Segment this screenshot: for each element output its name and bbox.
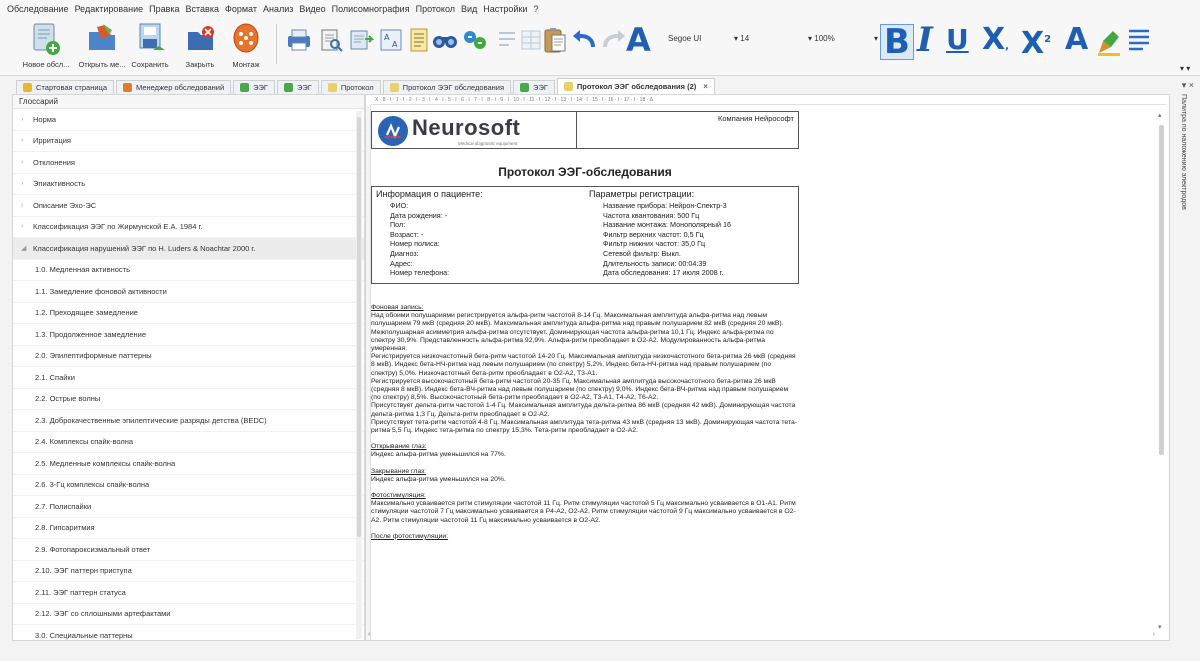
section-heading: Фотостимуляция: — [371, 492, 426, 500]
glossary-subitem[interactable] — [13, 410, 364, 432]
menu-item-editing[interactable]: Редактирование — [74, 4, 144, 14]
glossary-subitem[interactable] — [13, 475, 364, 497]
glossary-subitem-label: 1.0. Медленная активность — [35, 265, 131, 275]
param-field: Название прибора: Нейрон-Спектр-3 — [603, 201, 727, 210]
glossary-item-expanded[interactable] — [13, 238, 364, 260]
document-tab-bar — [0, 78, 1200, 94]
company-name: Компания Нейрософт — [718, 114, 794, 123]
tab-eeg-3[interactable] — [513, 80, 555, 94]
zoom-select[interactable]: ▾ 100% — [808, 34, 835, 43]
menu-item-settings[interactable]: Настройки — [483, 4, 528, 14]
glossary-subitem-label: 1.1. Замедление фоновой активности — [35, 286, 167, 296]
menu-item-video[interactable]: Видео — [299, 4, 326, 14]
logo-text: Neurosoft — [412, 115, 521, 140]
section-paragraph: Максимально усваивается ритм стимуляции частотой 11 Гц. Ритм стимуляции частотой 5 Гц максимально усваивается в O1-A1. Ритм стимуляции частотой 7 Гц максимально усваивается в P4-A2, O2-A2. Ритм стимуляции частотой 9 Гц максимально усваивается в O2-A2. Ритм стимуляции частотой 11 Гц максимально усваивается в O2-A2. — [371, 500, 796, 524]
section-heading: Закрывание глаз: — [371, 467, 427, 475]
glossary-subitem-label: 2.2. Острые волны — [35, 394, 101, 404]
glossary-item[interactable] — [13, 131, 364, 153]
patient-field: Номер телефона: — [390, 268, 450, 278]
glossary-subitem[interactable] — [13, 324, 364, 346]
tab-exam-manager-label: Менеджер обследований — [136, 83, 225, 92]
tab-menu-icon[interactable]: ▾ × — [1181, 80, 1194, 90]
tab-eeg-1[interactable] — [233, 80, 275, 94]
font-size-select[interactable]: ▾ 14 — [734, 34, 750, 43]
expand-arrow-icon[interactable]: › — [21, 137, 24, 145]
glossary-item-label: Эпиактивность — [33, 179, 86, 189]
section-heading: После фотостимуляции: — [371, 532, 449, 540]
glossary-subitem[interactable] — [13, 281, 364, 303]
glossary-subitem-label: 1.3. Продолженное замедление — [35, 329, 147, 339]
menu-item-polysomnography[interactable]: Полисомнография — [331, 4, 410, 14]
param-field: Фильтр верхних частот: 0,5 Гц — [603, 229, 704, 239]
ribbon-toolbar — [0, 18, 1200, 76]
neurosoft-logo-icon — [378, 116, 408, 146]
glossary-subitem[interactable] — [13, 496, 364, 518]
glossary-item-label: Норма — [33, 114, 57, 124]
scroll-up-icon[interactable]: ▴ — [1158, 112, 1162, 119]
glossary-subitem[interactable] — [13, 389, 364, 411]
print-preview-icon[interactable] — [316, 25, 346, 55]
section-paragraph: Присутствует тета-ритм частотой 4-8 Гц. Максимальная амплитуда тета-ритма 43 мкВ (средняя 13 мкВ). Доминирующая частота тета-ритма 5,5 Гц. Индекс тета-ритма по спектру 15,3%. Тета-ритм преобладает в O2-A2. — [371, 418, 798, 435]
patient-field: Номер полиса: — [390, 239, 440, 249]
tab-start-page[interactable] — [16, 80, 114, 94]
new-exam-label: Новое обсл... — [22, 60, 70, 69]
protocol-document-area — [365, 94, 1170, 641]
patient-info — [372, 187, 585, 283]
glossary-subitem-label: 2.8. Гипсаритмия — [35, 523, 95, 533]
side-panel-label: Палитра по наложению электродов — [1180, 94, 1187, 210]
expand-arrow-icon[interactable]: › — [21, 158, 24, 166]
scroll-right-icon[interactable]: › — [1152, 631, 1155, 638]
glossary-subitem[interactable] — [13, 604, 364, 626]
param-field: Фильтр нижних частот: 35,0 Гц — [603, 239, 706, 249]
undo-icon[interactable] — [570, 25, 600, 55]
document-title: Протокол ЭЭГ-обследования — [498, 165, 672, 179]
italic-icon[interactable]: I — [917, 20, 933, 60]
param-field: Длительность записи: 00:04:39 — [603, 258, 707, 268]
glossary-subitem-label: 2.11. ЭЭГ паттерн статуса — [35, 587, 126, 597]
param-field: Частота квантования: 500 Гц — [603, 210, 700, 220]
tab-exam-manager[interactable] — [116, 80, 231, 94]
tab-eeg-2[interactable] — [277, 80, 319, 94]
glossary-subitem[interactable] — [13, 582, 364, 604]
scroll-down-icon[interactable]: ▾ — [1158, 624, 1162, 631]
section-heading: Открывание глаз: — [371, 443, 427, 451]
eeg-icon — [284, 83, 293, 92]
logo-cell — [372, 112, 577, 148]
status-bar — [0, 643, 1200, 661]
align-icon[interactable] — [1124, 26, 1154, 56]
save-icon — [131, 20, 169, 58]
glossary-scrollbar[interactable] — [356, 111, 362, 639]
glossary-subitem[interactable] — [13, 432, 364, 454]
registration-params-header: Параметры регистрации: — [589, 189, 695, 199]
param-field: Дата обследования: 17 июля 2008 г. — [603, 268, 724, 278]
glossary-subitem-label: 2.12. ЭЭГ со сплошными артефактами — [35, 609, 171, 619]
logo-subtitle: Medical diagnostic equipment — [458, 141, 518, 146]
font-name-select[interactable]: Segoe UI — [668, 34, 702, 43]
exam-manager-icon — [123, 83, 132, 92]
glossary-item[interactable] — [13, 152, 364, 174]
section-paragraph: Регистрируется низкочастотный бета-ритм частотой 14-20 Гц. Максимальная амплитуда низкочастотного бета-ритма 26 мкВ (средняя 8 мкВ). Индекс бета-НЧ-ритма над левым полушарием (по спектру) 5,2%. Индекс бета-НЧ-ритма над правым полушарием (по спектру) 5,0%. Низкочастотный бета-ритм преобладает в O2-A2, T3-A1. — [371, 353, 796, 377]
protocol-body[interactable] — [371, 304, 799, 541]
info-table — [371, 186, 799, 284]
menu-item-analysis[interactable]: Анализ — [262, 4, 294, 14]
glossary-subitem-label: 2.10. ЭЭГ паттерн приступа — [35, 566, 132, 576]
tab-start-page-label: Стартовая страница — [36, 83, 108, 92]
section-paragraph: Индекс альфа-ритма уменьшился на 20%. — [371, 475, 506, 483]
document-scrollbar[interactable] — [1157, 111, 1165, 631]
section-paragraph: Индекс альфа-ритма уменьшился на 77%. — [371, 451, 506, 459]
menu-item-protocol[interactable]: Протокол — [415, 4, 455, 14]
new-exam-icon — [27, 20, 65, 58]
eeg-icon — [240, 83, 249, 92]
zoom-dropdown-arrow[interactable]: ▾ — [874, 34, 879, 43]
protocol-icon — [564, 82, 573, 91]
glossary-subitem[interactable] — [13, 346, 364, 368]
glossary-title: Глоссарий — [13, 95, 364, 109]
tab-protocol-label: Протокол — [340, 83, 374, 92]
registration-params — [585, 187, 798, 283]
glossary-item[interactable] — [13, 217, 364, 239]
collapse-arrow-icon[interactable]: ◢ — [21, 245, 27, 253]
glossary-subitem[interactable] — [13, 539, 364, 561]
glossary-subitem[interactable] — [13, 625, 364, 641]
patient-field: Возраст: - — [390, 229, 424, 239]
glossary-subitem-label: 2.1. Спайки — [35, 372, 75, 382]
highlight-icon[interactable] — [1094, 28, 1124, 58]
montage-label: Монтаж — [232, 60, 260, 69]
paste-icon[interactable] — [540, 25, 570, 55]
glossary-item[interactable] — [13, 174, 364, 196]
patient-field: Дата рождения: - — [390, 210, 448, 220]
glossary-subitem-label: 2.7. Полиспайки — [35, 501, 92, 511]
glossary-subitem-label: 2.6. 3-Гц комплексы спайк-волна — [35, 480, 150, 490]
expand-arrow-icon[interactable]: › — [21, 180, 24, 188]
glossary-subitem[interactable] — [13, 518, 364, 540]
glossary-item[interactable] — [13, 109, 364, 131]
print-icon[interactable] — [284, 25, 314, 55]
glossary-item-label: Ирритация — [33, 136, 71, 146]
expand-arrow-icon[interactable]: › — [21, 201, 24, 209]
glossary-subitem[interactable] — [13, 367, 364, 389]
font-color-icon[interactable]: A — [1065, 22, 1089, 57]
svg-text:A: A — [392, 40, 398, 49]
font-icon[interactable]: A — [626, 21, 651, 59]
replace-icon[interactable] — [460, 25, 490, 55]
glossary-subitem-label: 2.5. Медленные комплексы спайк-волна — [35, 458, 176, 468]
zoom-value: 100% — [814, 34, 835, 43]
text-style-icon[interactable] — [376, 25, 406, 55]
tab-eeg-1-label: ЭЭГ — [253, 83, 268, 92]
ribbon-divider — [276, 24, 277, 64]
start-page-icon — [23, 83, 32, 92]
glossary-subitem-label: 3.0. Специальные паттерны — [35, 630, 133, 640]
scroll-left-icon[interactable]: ‹ — [368, 631, 371, 638]
menu-bar — [0, 0, 1200, 18]
glossary-item-label: Классификация ЭЭГ по Жирмунской Е.А. 1984 г. — [33, 222, 203, 232]
patient-field: Пол: — [390, 220, 406, 230]
open-label: Открыть ме... — [78, 60, 126, 69]
section-paragraph: Регистрируется высокочастотный бета-ритм частотой 20-35 Гц. Максимальная амплитуда высокочастотного бета-ритма 26 мкВ (средняя 8 мкВ). Индекс бета-ВЧ-ритма над левым полушарием (по спектру) 9,0%. Индекс бета-ВЧ-ритма над правым полушарием (по спектру) 8,5%. Высокочастотный бета-ритм преобладает в O2-A2, T3-A1, T4-A2, T6-A2. — [371, 377, 789, 402]
underline-icon[interactable]: U — [946, 23, 969, 56]
section-paragraph: Присутствует дельта-ритм частотой 1-4 Гц. Максимальная амплитуда дельта-ритма 86 мкВ (средняя 42 мкВ). Доминирующая частота дельта-ритма 1,3 Гц. Дельта-ритм преобладает в O2-A2. — [371, 402, 796, 418]
glossary-subitem-label: 2.4. Комплексы спайк-волна — [35, 437, 134, 447]
menu-item-exam[interactable]: Обследование — [7, 4, 69, 14]
save-button[interactable] — [122, 20, 178, 69]
glossary-subitem-label: 1.2. Преходящее замедление — [35, 308, 138, 318]
tab-eeg-protocol-2-label: Протокол ЭЭГ обследования (2) — [576, 82, 697, 91]
side-panel-tab[interactable] — [1172, 94, 1200, 641]
glossary-panel — [12, 94, 365, 641]
glossary-subitem[interactable] — [13, 260, 364, 282]
section-paragraph: Над обоими полушариями регистрируется альфа-ритм частотой 8-14 Гц. Максимальная амплитуда альфа-ритма над левым полушарием 79 мкВ (средняя 20 мкВ). Максимальная амплитуда альфа-ритма над правым полушарием 82 мкВ (средняя 20 мкВ). Межполушарная асимметрия альфа-ритма отсутствует. Доминирующая частота альфа-ритма 10,1 Гц. Индекс альфа-ритма по спектру 30,9%. Представленность альфа-ритма 92,9%. Альфа-ритм преобладает в O2-A2. Модулированность альфа-ритма умеренная. — [371, 312, 784, 353]
glossary-subitem-label: 2.0. Эпилептиформные паттерны — [35, 351, 152, 361]
patient-field: Диагноз: — [390, 248, 419, 258]
expand-arrow-icon[interactable]: › — [21, 115, 24, 123]
glossary-item-label: Отклонения — [33, 157, 75, 167]
close-exam-icon — [181, 20, 219, 58]
menu-item-format[interactable]: Формат — [224, 4, 257, 14]
tab-close-icon[interactable]: × — [703, 82, 708, 91]
find-icon[interactable] — [430, 25, 460, 55]
eeg-icon — [520, 83, 529, 92]
new-exam-button[interactable] — [18, 20, 74, 69]
glossary-subitem[interactable] — [13, 453, 364, 475]
montage-icon — [227, 20, 265, 58]
export-icon[interactable] — [346, 25, 376, 55]
open-icon — [83, 20, 121, 58]
patient-info-header: Информация о пациенте: — [376, 189, 483, 199]
glossary-subitem[interactable] — [13, 561, 364, 583]
patient-field: ФИО: — [390, 201, 409, 210]
subscript-icon[interactable]: X, — [982, 22, 1009, 57]
bold-icon[interactable]: B — [880, 24, 914, 60]
menu-item-edit[interactable]: Правка — [149, 4, 180, 14]
montage-button[interactable] — [218, 20, 274, 69]
tab-eeg-3-label: ЭЭГ — [533, 83, 548, 92]
svg-text:A: A — [384, 33, 390, 42]
tab-eeg-protocol-2[interactable] — [557, 78, 715, 94]
document-scroll-thumb[interactable] — [1159, 125, 1164, 455]
tab-eeg-protocol[interactable] — [383, 80, 511, 94]
tab-eeg-2-label: ЭЭГ — [296, 83, 312, 92]
glossary-item-label: Описание Эхо-ЭС — [33, 200, 97, 210]
glossary-item[interactable] — [13, 195, 364, 217]
patient-field: Адрес: — [390, 258, 413, 268]
menu-item-help[interactable]: ? — [533, 4, 539, 14]
protocol-icon — [390, 83, 399, 92]
glossary-scroll-thumb[interactable] — [357, 117, 361, 537]
glossary-subitem-label: 2.3. Доброкачественные эпилептические разряды детства (BEDC) — [35, 415, 267, 425]
section-heading: Фоновая запись: — [371, 304, 424, 311]
protocol-icon — [328, 83, 337, 92]
horizontal-ruler: X · 8 · I · 1 · I · 2 · I · 3 · I · 4 · I · 5 · I · 6 · I · 7 · I · 8 · I · 9 · I · 10 · I · 11 · I · 12 · I · 13 · I · 14 · I · 15 · I · 16 · I · 17 · I · 18 · Δ — [371, 95, 1166, 105]
param-field: Название монтажа: Монополярный 16 — [603, 220, 732, 230]
menu-item-insert[interactable]: Вставка — [185, 4, 219, 14]
ribbon-expand-icon[interactable]: ▾ ▾ — [1180, 64, 1191, 73]
glossary-subitem-label: 2.9. Фотопароксизмальный ответ — [35, 544, 151, 554]
menu-item-view[interactable]: Вид — [461, 4, 478, 14]
close-exam-label: Закрыть — [185, 60, 215, 69]
glossary-item-label: Классификация нарушений ЭЭГ по H. Luders & Noachtar 2000 г. — [33, 243, 256, 253]
superscript-icon[interactable]: $X^2$ — [1021, 26, 1052, 61]
tab-protocol[interactable] — [321, 80, 381, 94]
font-size-value: 14 — [740, 34, 750, 43]
tab-eeg-protocol-label: Протокол ЭЭГ обследования — [402, 83, 505, 92]
glossary-subitem[interactable] — [13, 303, 364, 325]
redo-icon[interactable] — [598, 25, 628, 55]
param-field: Сетевой фильтр: Выкл. — [603, 248, 681, 258]
save-label: Сохранить — [131, 60, 169, 69]
expand-arrow-icon[interactable]: › — [21, 223, 24, 231]
document-header — [371, 111, 799, 149]
